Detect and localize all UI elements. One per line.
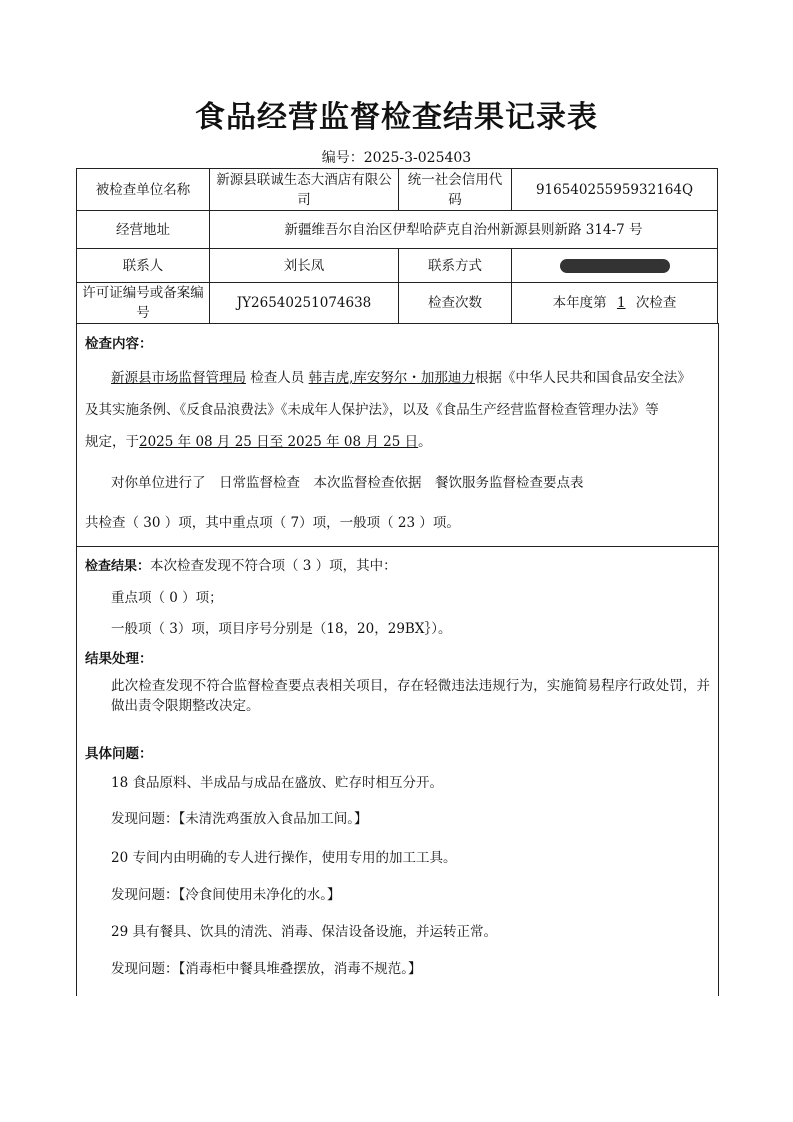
general-items-line: 一般项（ 3）项，项目序号分别是（18，20，29BX｝）。 [111, 621, 452, 637]
unit-name-value: 新源县联诚生态大酒店有限公司 [210, 169, 399, 211]
address-value: 新疆维吾尔自治区伊犁哈萨克自治州新源县则新路 314-7 号 [210, 211, 718, 249]
date-suffix: 。 [418, 434, 432, 450]
inspection-content-section [76, 323, 719, 547]
contact-value: 刘长凤 [210, 249, 399, 283]
info-table [76, 168, 718, 324]
unit-name-label: 被检查单位名称 [77, 169, 210, 211]
table-row [77, 249, 718, 283]
issue-item: 29 具有餐具、饮具的清洗、消毒、保洁设备设施，并运转正常。 [111, 924, 497, 940]
license-value: JY26540251074638 [210, 283, 399, 324]
result-line [85, 556, 710, 577]
date-prefix: 规定，于 [85, 434, 139, 450]
handling-heading: 结果处理： [85, 651, 153, 667]
table-row [77, 211, 718, 249]
content-paragraph-line1 [85, 368, 710, 388]
date-range: 2025 年 08 月 25 日至 2025 年 08 月 25 日 [139, 434, 419, 450]
issue-finding: 发现问题：【未清洗鸡蛋放入食品加工间。】 [111, 811, 368, 827]
issue-finding: 发现问题：【冷食间使用未净化的水。】 [111, 887, 341, 903]
law-text-2: 及其实施条例、《反食品浪费法》《未成年人保护法》，以及《食品生产经营监督检查管理办法》等 [85, 402, 659, 418]
check-type-line: 对你单位进行了 日常监督检查 本次监督检查依据 餐饮服务监督检查要点表 [111, 475, 584, 491]
inspection-result-section [76, 546, 719, 996]
key-items-line: 重点项（ 0 ）项； [111, 590, 223, 606]
phone-value [512, 249, 718, 283]
credit-code-value: 91654025595932164Q [512, 169, 718, 211]
issue-finding: 发现问题：【消毒柜中餐具堆叠摆放，消毒不规范。】 [111, 961, 422, 977]
handling-text: 此次检查发现不符合监督检查要点表相关项目，存在轻微违法违规行为，实施简易程序行政处罚，并做出责令限期整改决定。 [111, 678, 710, 714]
total-items-line: 共检查（ 30 ）项，其中重点项（ 7）项，一般项（ 23 ）项。 [85, 515, 460, 531]
address-label: 经营地址 [77, 211, 210, 249]
license-label: 许可证编号或备案编号 [77, 283, 210, 324]
law-text-1: 根据《中华人民共和国食品安全法》 [474, 370, 691, 386]
table-row [77, 169, 718, 211]
document-number: 编号：2025-3-025403 [321, 150, 472, 166]
issue-item: 20 专间内由明确的专人进行操作，使用专用的加工工具。 [111, 850, 457, 866]
result-heading: 检查结果： [85, 559, 151, 574]
inspectors-label: 检查人员 [250, 370, 305, 386]
inspection-count-value [512, 283, 718, 324]
page-title: 食品经营监督检查结果记录表 [195, 100, 598, 135]
credit-code-label: 统一社会信用代码 [399, 169, 512, 211]
table-row [77, 283, 718, 324]
count-prefix: 本年度第 [552, 295, 607, 311]
inspection-count-label: 检查次数 [399, 283, 512, 324]
count-number: 1 [616, 295, 626, 311]
count-suffix: 次检查 [635, 295, 677, 311]
agency-name: 新源县市场监督管理局 [111, 370, 246, 386]
inspectors-names: 韩吉虎,库安努尔・加那迪力 [308, 370, 475, 386]
contact-label: 联系人 [77, 249, 210, 283]
result-summary: 本次检查发现不符合项（ 3 ）项，其中： [150, 558, 397, 574]
issues-heading: 具体问题： [85, 746, 153, 762]
phone-label: 联系方式 [399, 249, 512, 283]
redacted-phone [560, 259, 670, 273]
content-heading: 检查内容： [85, 336, 153, 352]
issue-item: 18 食品原料、半成品与成品在盛放、贮存时相互分开。 [111, 775, 443, 791]
date-line [85, 432, 710, 452]
